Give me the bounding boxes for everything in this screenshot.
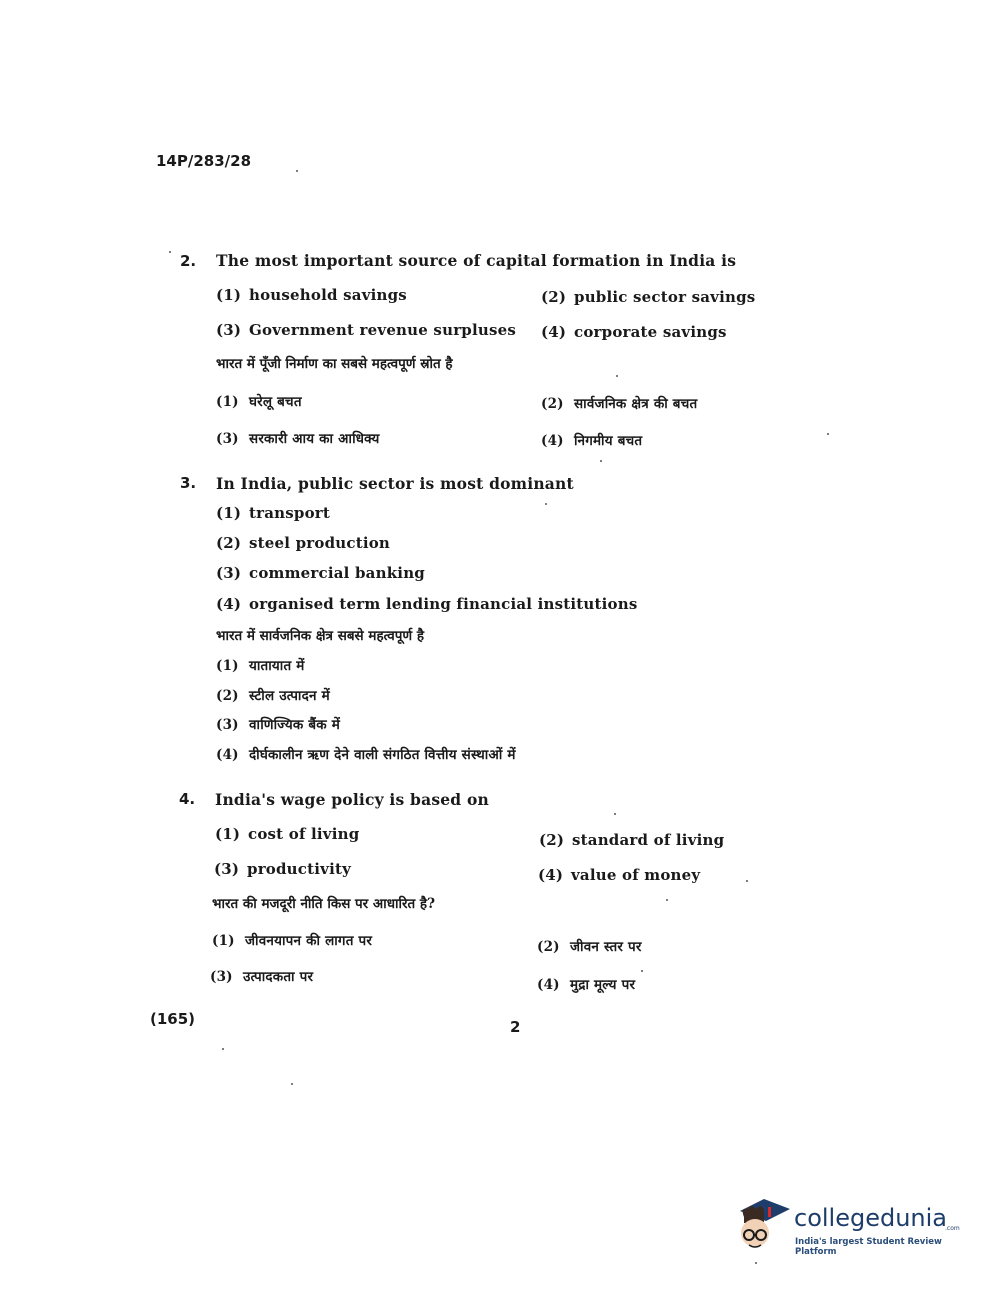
q2-hindi-option-3: [216, 429, 380, 447]
option-number: (3): [216, 564, 242, 582]
q4-option-4: [538, 866, 700, 884]
q3-option-3: [216, 564, 425, 582]
question-2-number: 2.: [180, 252, 197, 270]
option-number: (4): [216, 595, 242, 613]
option-text: जीवनयापन की लागत पर: [245, 933, 373, 949]
q3-option-2: [216, 534, 390, 552]
option-number: (4): [538, 866, 564, 884]
option-number: (2): [216, 534, 242, 552]
q4-option-2: [539, 831, 724, 849]
option-text: household savings: [249, 286, 407, 304]
scan-speck: [614, 813, 616, 815]
option-text: cost of living: [248, 825, 360, 843]
option-text: organised term lending financial institutions: [249, 595, 638, 613]
option-number: (3): [216, 321, 242, 339]
question-2-text: The most important source of capital formation in India is: [216, 251, 737, 270]
question-2-hindi-text: भारत में पूँजी निर्माण का सबसे महत्वपूर्ण स्रोत है: [216, 356, 453, 372]
q4-hindi-option-4: [537, 975, 635, 993]
option-text: corporate savings: [574, 323, 727, 341]
option-number: (1): [216, 504, 242, 522]
option-text: steel production: [249, 534, 391, 552]
question-3-hindi-text: भारत में सार्वजनिक क्षेत्र सबसे महत्वपूर्ण है: [216, 628, 424, 644]
paper-code: 14P/283/28: [156, 152, 252, 170]
option-number: (4): [216, 747, 239, 763]
page-number: 2: [510, 1018, 521, 1036]
scan-speck: [545, 503, 547, 505]
scan-speck: [666, 899, 668, 901]
option-number: (1): [216, 286, 242, 304]
logo-suffix-text: .com: [945, 1225, 960, 1232]
option-text: निगमीय बचत: [574, 433, 643, 449]
option-number: (2): [537, 939, 560, 955]
option-number: (3): [214, 860, 240, 878]
option-text: स्टील उत्पादन में: [249, 688, 330, 704]
option-number: (2): [216, 688, 239, 704]
option-number: (2): [541, 396, 564, 412]
option-text: यातायात में: [249, 658, 305, 674]
q2-option-4: [541, 323, 727, 341]
option-number: (1): [215, 825, 241, 843]
option-number: (3): [210, 969, 233, 985]
q3-hindi-option-4: [216, 745, 516, 763]
logo-tagline: India's largest Student Review Platform: [795, 1237, 942, 1257]
q3-option-4: [216, 595, 637, 613]
q4-option-3: [214, 860, 351, 878]
collegedunia-logo[interactable]: [734, 1193, 964, 1273]
scan-speck: [746, 880, 748, 882]
option-text: सरकारी आय का आधिक्य: [249, 431, 380, 447]
scan-speck: [169, 251, 171, 253]
option-number: (1): [216, 394, 239, 410]
q4-hindi-option-2: [537, 937, 642, 955]
option-number: (1): [212, 933, 235, 949]
logo-brand-text: collegedunia: [794, 1204, 948, 1232]
question-3-number: 3.: [180, 474, 197, 492]
option-text: दीर्घकालीन ऋण देने वाली संगठित वित्तीय संस्थाओं में: [249, 747, 516, 763]
option-text: घरेलू बचत: [249, 394, 302, 410]
q4-option-1: [215, 825, 359, 843]
q4-hindi-option-1: [212, 931, 372, 949]
q4-hindi-option-3: [210, 967, 313, 985]
scan-speck: [616, 375, 618, 377]
option-text: जीवन स्तर पर: [570, 939, 642, 955]
q2-hindi-option-1: [216, 392, 302, 410]
scan-speck: [291, 1083, 293, 1085]
option-text: transport: [249, 504, 331, 522]
q3-hindi-option-2: [216, 686, 330, 704]
option-text: public sector savings: [574, 288, 756, 306]
option-text: Government revenue surpluses: [249, 321, 517, 339]
option-text: commercial banking: [249, 564, 425, 582]
q2-option-1: [216, 286, 407, 304]
option-number: (4): [537, 977, 560, 993]
scan-speck: [296, 170, 298, 172]
option-number: (4): [541, 323, 567, 341]
scan-speck: [222, 1048, 224, 1050]
option-number: (3): [216, 717, 239, 733]
option-text: productivity: [247, 860, 352, 878]
q2-hindi-option-4: [541, 431, 642, 449]
q2-option-3: [216, 321, 516, 339]
q2-option-2: [541, 288, 755, 306]
option-number: (2): [541, 288, 567, 306]
booklet-code: (165): [150, 1010, 196, 1028]
scan-speck: [600, 460, 602, 462]
question-4-text: India's wage policy is based on: [215, 790, 489, 809]
scan-speck: [827, 433, 829, 435]
option-text: सार्वजनिक क्षेत्र की बचत: [574, 396, 698, 412]
q2-hindi-option-2: [541, 394, 697, 412]
option-number: (3): [216, 431, 239, 447]
q3-hindi-option-3: [216, 715, 340, 733]
scan-speck: [641, 970, 643, 972]
question-3-text: In India, public sector is most dominant: [216, 474, 574, 493]
option-number: (4): [541, 433, 564, 449]
option-text: मुद्रा मूल्य पर: [570, 977, 636, 993]
option-text: value of money: [571, 866, 701, 884]
option-text: standard of living: [572, 831, 725, 849]
question-4-hindi-text: भारत की मजदूरी नीति किस पर आधारित है?: [212, 896, 435, 912]
q3-option-1: [216, 504, 330, 522]
option-number: (2): [539, 831, 565, 849]
option-number: (1): [216, 658, 239, 674]
option-text: वाणिज्यिक बैंक में: [249, 717, 341, 733]
q3-hindi-option-1: [216, 656, 305, 674]
option-text: उत्पादकता पर: [243, 969, 314, 985]
mascot-icon: [734, 1193, 792, 1259]
question-4-number: 4.: [179, 790, 196, 808]
